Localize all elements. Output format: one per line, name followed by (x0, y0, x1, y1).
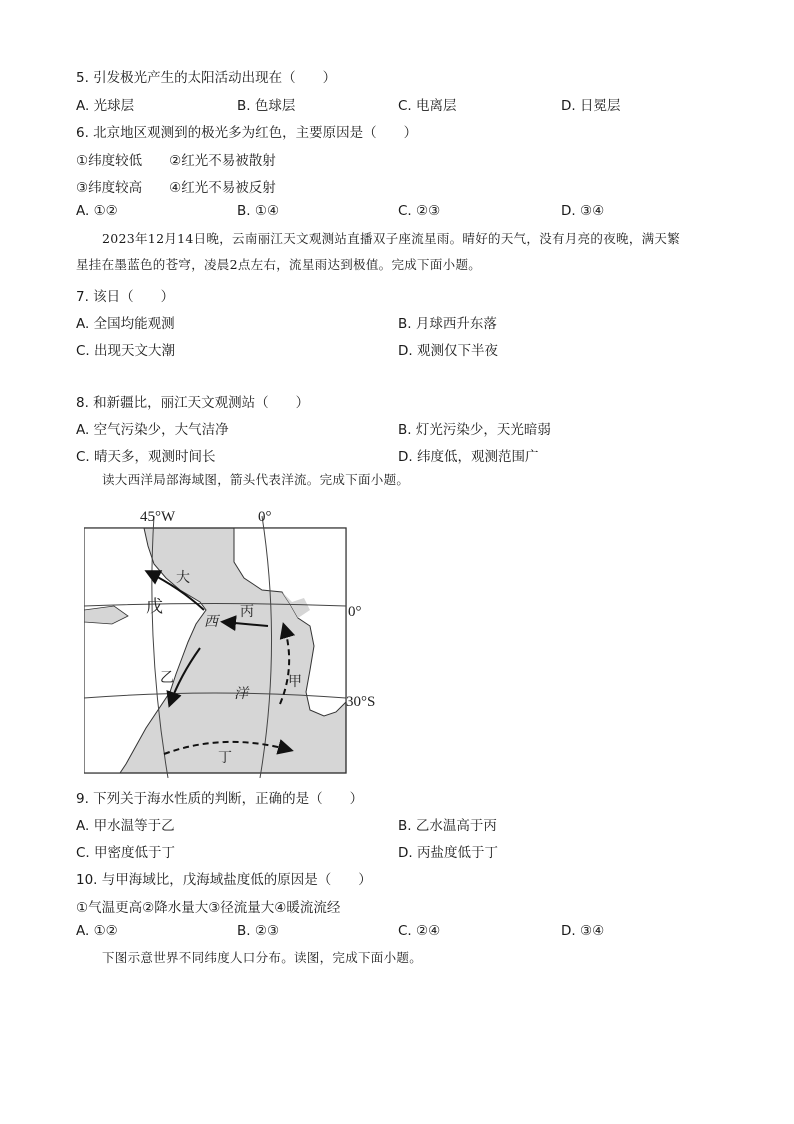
q7-option-b: B. 月球西升东落 (398, 316, 497, 332)
q8-option-c: C. 晴天多，观测时间长 (76, 449, 216, 465)
q5-option-b: B. 色球层 (237, 98, 296, 114)
q10-option-d: D. ③④ (561, 923, 605, 939)
label-30s: 30°S (346, 694, 376, 710)
passage-line-1: 2023年12月14日晚，云南丽江天文观测站直播双子座流星雨。晴好的天气，没有月亮的夜晚，满天繁 (102, 231, 681, 246)
passage-atlantic-map-intro (76, 467, 726, 493)
ocean-char-yang: 洋 (234, 686, 248, 702)
q9-stem: 9. 下列关于海水性质的判断，正确的是（ ） (76, 791, 364, 807)
q9-option-d: D. 丙盐度低于丁 (398, 845, 498, 861)
label-equator: 0° (348, 604, 362, 620)
region-jia: 甲 (288, 674, 302, 690)
q10-option-b: B. ②③ (237, 923, 280, 939)
q8-option-d: D. 纬度低，观测范围广 (398, 449, 539, 465)
label-45w: 45°W (140, 509, 176, 525)
q7-option-a: A. 全国均能观测 (76, 316, 175, 332)
q6-option-c: C. ②③ (398, 203, 441, 219)
q5-option-c: C. 电离层 (398, 98, 457, 114)
region-ding: 丁 (218, 750, 232, 766)
q10-option-a: A. ①② (76, 923, 118, 939)
region-yi: 乙 (160, 670, 174, 686)
passage-line-2: 星挂在墨蓝色的苍穹，凌晨2点左右，流星雨达到极值。完成下面小题。 (76, 257, 482, 272)
passage-line: 下图示意世界不同纬度人口分布。读图，完成下面小题。 (102, 950, 423, 965)
q9-option-c: C. 甲密度低于丁 (76, 845, 176, 861)
q9-option-b: B. 乙水温高于丙 (398, 818, 497, 834)
q8-stem: 8. 和新疆比，丽江天文观测站（ ） (76, 395, 310, 411)
q6-choices-line-2: ③纬度较高 ④红光不易被反射 (76, 180, 276, 196)
label-0-lon: 0° (258, 509, 272, 525)
q5-stem: 5. 引发极光产生的太阳活动出现在（ ） (76, 70, 337, 86)
region-bing: 丙 (240, 604, 254, 620)
ocean-char-xi: 西 (204, 614, 218, 630)
q9-option-a: A. 甲水温等于乙 (76, 818, 175, 834)
q6-option-d: D. ③④ (561, 203, 605, 219)
passage-population-intro (76, 945, 726, 971)
q6-stem: 6. 北京地区观测到的极光多为红色，主要原因是（ ） (76, 125, 418, 141)
q10-choices-line: ①气温更高②降水量大③径流量大④暖流流经 (76, 900, 341, 916)
passage-meteor-shower (76, 226, 726, 278)
q5-option-a: A. 光球层 (76, 98, 135, 114)
q8-option-a: A. 空气污染少，大气洁净 (76, 422, 229, 438)
q8-option-b: B. 灯光污染少，天光暗弱 (398, 422, 551, 438)
q10-option-c: C. ②④ (398, 923, 441, 939)
q6-choices-line-1: ①纬度较低 ②红光不易被散射 (76, 153, 276, 169)
atlantic-ocean-current-map (84, 506, 394, 778)
q6-option-a: A. ①② (76, 203, 118, 219)
q10-stem: 10. 与甲海域比，戊海域盐度低的原因是（ ） (76, 872, 372, 888)
q5-option-d: D. 日冕层 (561, 98, 621, 114)
region-wu: 戊 (146, 597, 163, 617)
passage-line: 读大西洋局部海域图，箭头代表洋流。完成下面小题。 (102, 472, 410, 487)
q7-option-c: C. 出现天文大潮 (76, 343, 176, 359)
q7-option-d: D. 观测仅下半夜 (398, 343, 498, 359)
q7-stem: 7. 该日（ ） (76, 289, 175, 305)
ocean-char-da: 大 (176, 570, 190, 586)
q6-option-b: B. ①④ (237, 203, 280, 219)
